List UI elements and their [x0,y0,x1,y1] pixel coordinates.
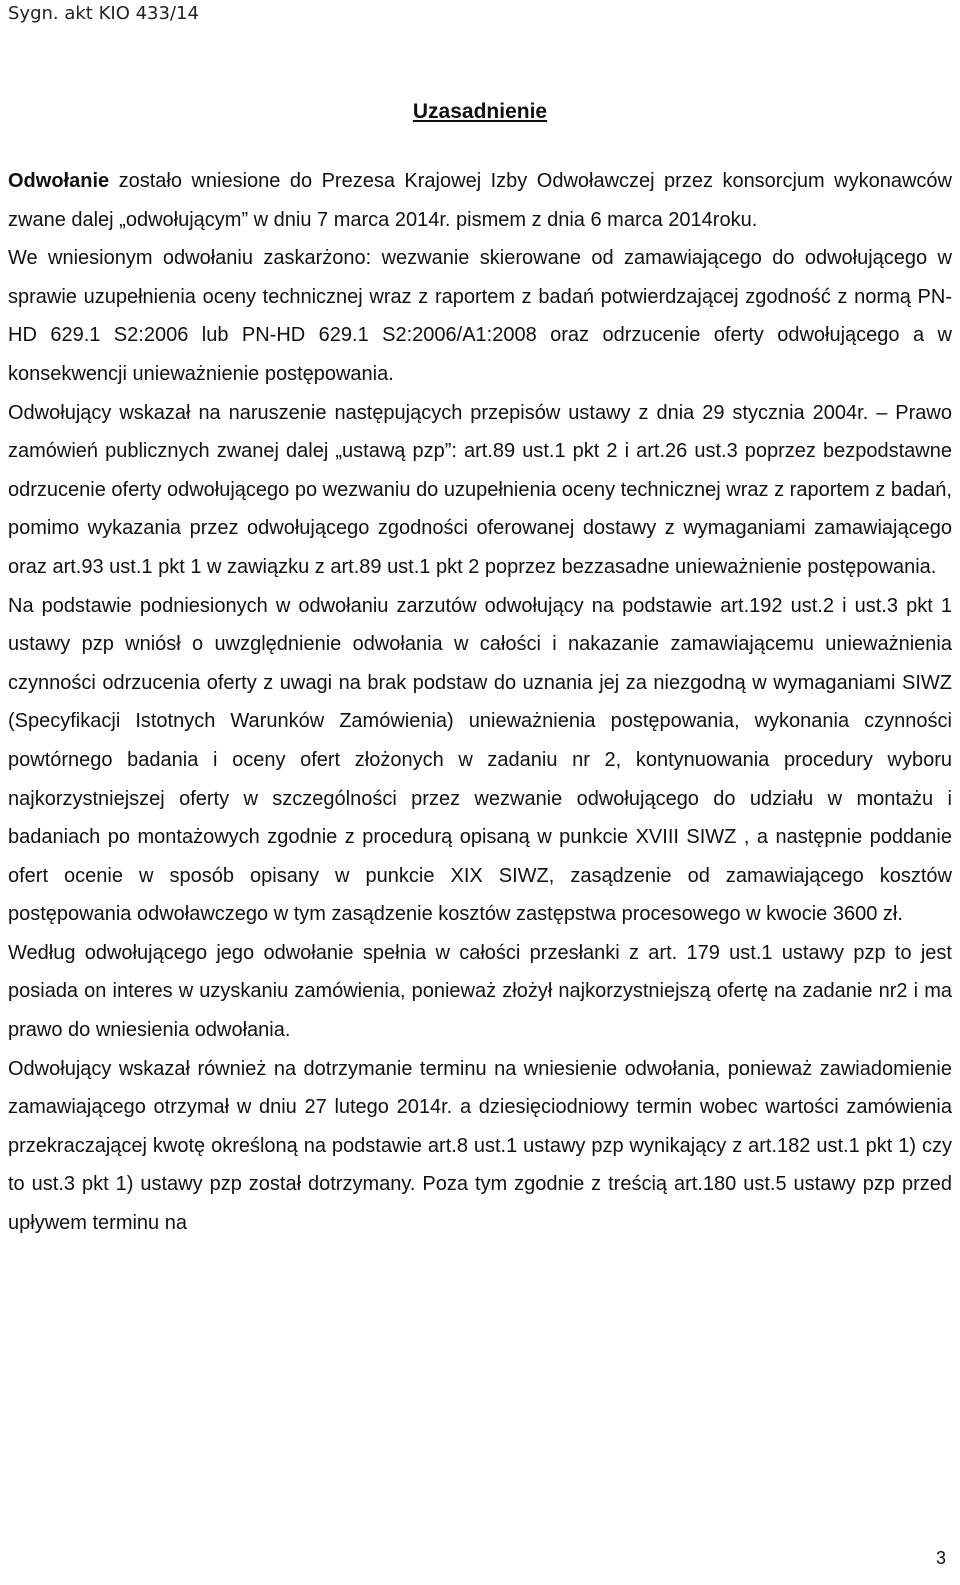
paragraph-2: We wniesionym odwołaniu zaskarżono: wezwanie skierowane od zamawiającego do odwołującego w sprawie uzupełnienia oceny technicznej wraz z raportem z badań potwierdzającej zgodność z normą PN-HD 629.1 S2:2006 lub PN-HD 629.1 S2:2006/A1:2008 oraz odrzucenie oferty odwołującego a w konsekwencji unieważnienie postępowania. [8,247,952,385]
document-body [8,162,952,1243]
case-signature: Sygn. akt KIO 433/14 [8,3,199,24]
paragraph-4: Na podstawie podniesionych w odwołaniu zarzutów odwołujący na podstawie art.192 ust.2 i ust.3 pkt 1 ustawy pzp wniósł o uwzględnienie odwołania w całości i nakazanie zamawiającemu unieważnienia czynności odrzucenia oferty z uwagi na brak podstaw do uznania jej za niezgodną w wymaganiami SIWZ (Specyfikacji Istotnych Warunków Zamówienia) unieważnienia postępowania, wykonania czynności powtórnego badania i oceny ofert złożonych w zadaniu nr 2, kontynuowania procedury wyboru najkorzystniejszej oferty w szczególności przez wezwanie odwołującego do udziału w montażu i badaniach po montażowych zgodnie z procedurą opisaną w punkcie XVIII SIWZ , a następnie poddanie ofert ocenie w sposób opisany w punkcie XIX SIWZ, zasądzenie od zamawiającego kosztów postępowania odwoławczego w tym zasądzenie kosztów zastępstwa procesowego w kwocie 3600 zł. [8,594,952,926]
paragraph-3: Odwołujący wskazał na naruszenie następujących przepisów ustawy z dnia 29 stycznia 2004r. – Prawo zamówień publicznych zwanej dalej „ustawą pzp”: art.89 ust.1 pkt 2 i art.26 ust.3 poprzez bezpodstawne odrzucenie oferty odwołującego po wezwaniu do uzupełnienia oceny technicznej wraz z raportem z badań, pomimo wykazania przez odwołującego zgodności oferowanej dostawy z wymaganiami zamawiającego oraz art.93 ust.1 pkt 1 w zawiązku z art.89 ust.1 pkt 2 poprzez bezzasadne unieważnienie postępowania. [8,401,952,578]
document-title: Uzasadnienie [412,100,548,123]
paragraph-1 [8,162,952,239]
page-number: 3 [935,1548,946,1568]
paragraph-6: Odwołujący wskazał również na dotrzymanie terminu na wniesienie odwołania, ponieważ zawiadomienie zamawiającego otrzymał w dniu 27 lutego 2014r. a dziesięciodniowy termin wobec wartości zamówienia przekraczającej kwotę określoną na podstawie art.8 ust.1 ustawy pzp wynikający z art.182 ust.1 pkt 1) czy to ust.3 pkt 1) ustawy pzp został dotrzymany. Poza tym zgodnie z treścią art.180 ust.5 ustawy pzp przed upływem terminu na [8,1057,952,1235]
paragraph-1-text: zostało wniesione do Prezesa Krajowej Izby Odwoławczej przez konsorcjum wykonawców zwane dalej „odwołującym” w dniu 7 marca 2014r. pismem z dnia 6 marca 2014roku. [8,170,952,231]
paragraph-1-lead: Odwołanie [8,170,110,192]
paragraph-5: Według odwołującego jego odwołanie spełnia w całości przesłanki z art. 179 ust.1 ustawy pzp to jest posiada on interes w uzyskaniu zamówienia, ponieważ złożył najkorzystniejszą ofertę na zadanie nr2 i ma prawo do wniesienia odwołania. [8,941,952,1042]
